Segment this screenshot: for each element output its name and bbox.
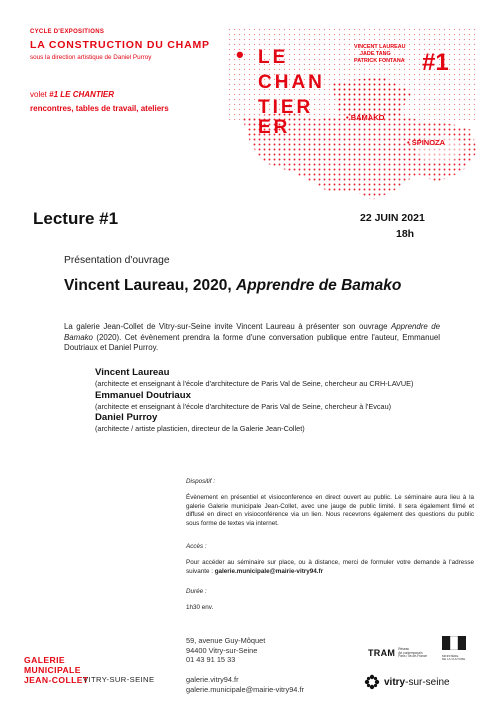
ministry-caption-line: DE LA CULTURE	[442, 657, 466, 662]
acces-label: Accès :	[186, 543, 207, 550]
volet-prefix: volet	[30, 90, 47, 99]
book-author-year: Vincent Laureau, 2020,	[64, 277, 237, 294]
gallery-logo-line: MUNICIPALE	[24, 665, 81, 675]
intro-paragraph	[64, 322, 440, 354]
cycle-direction: sous la direction artistique de Daniel Purroy	[30, 54, 152, 61]
presentation-label: Présentation d'ouvrage	[64, 255, 170, 266]
ministry-caption-line: MINISTÈRE	[442, 654, 459, 658]
speaker-name: Emmanuel Doutriaux	[95, 390, 191, 401]
cycle-label: CYCLE D'EXPOSITIONS	[30, 29, 105, 35]
address-block	[186, 636, 265, 665]
tram-wordmark: TRAM	[368, 648, 396, 659]
poster-number: #1	[422, 49, 449, 76]
website-link[interactable]: galerie.vitry94.fr	[186, 675, 239, 684]
marianne-icon	[442, 636, 466, 650]
event-date: 22 JUIN 2021	[360, 212, 425, 224]
duree-text: 1h30 env.	[186, 604, 214, 612]
poster-title-line-1: LE	[258, 47, 289, 68]
tram-caption-line: Réseau	[398, 647, 410, 651]
tram-caption-line: Art contemporain	[398, 650, 423, 655]
poster-artwork	[222, 22, 484, 204]
acces-email-link[interactable]: galerie.municipale@mairie-vitry94.fr	[214, 567, 324, 575]
phone-number: 01 43 91 15 33	[186, 655, 236, 665]
vitry-wordmark	[384, 677, 450, 688]
email-link[interactable]: galerie.municipale@mairie-vitry94.fr	[186, 684, 304, 694]
poster-place-bamako: • BAMAKO	[346, 113, 385, 122]
address-line: 59, avenue Guy-Môquet	[186, 636, 266, 645]
volet-subtitle: rencontres, tables de travail, ateliers	[30, 104, 169, 113]
volet-name: #1 LE CHANTIER	[49, 90, 115, 99]
address-line: 94400 Vitry-sur-Seine	[186, 645, 258, 655]
speaker-role: (architecte / artiste plasticien, directeur de la Galerie Jean-Collet)	[95, 424, 305, 433]
poster-name-1: VINCENT LAUREAU	[354, 44, 406, 50]
dispositif-text: Évènement en présentiel et visioconference en direct ouvert au public. Le séminaire aura lieu à la galerie Galerie municipale Jean-Collet, avec une jauge de public limité. Il sera également filmé et diffusé en direct en visioconférence via un lien. Nous recevrons également des questions du public sous forme de textes via internet.	[186, 494, 474, 527]
tram-logo	[368, 648, 427, 659]
tram-caption-line: Paris / Île-de-France	[398, 654, 428, 659]
dispositif-label: Dispositif :	[186, 478, 216, 485]
speaker-entry	[95, 390, 391, 412]
poster-title-line-3: TIER	[258, 97, 314, 118]
speaker-role: (architecte et enseignant à l'école d'architecture de Paris Val de Seine, chercheur au CRH-LAVUE)	[95, 379, 414, 388]
duree-label: Durée :	[186, 588, 207, 595]
poster-title-line-2: CHAN	[258, 72, 325, 93]
duree-section	[186, 588, 474, 613]
cycle-title: LA CONSTRUCTION DU CHAMP	[30, 39, 210, 51]
acces-section	[186, 543, 474, 576]
acces-text	[186, 559, 474, 576]
vitry-logo	[364, 674, 450, 690]
lecture-title: Lecture #1	[33, 209, 119, 228]
poster-title-line-4: ER	[258, 117, 291, 138]
book-title: Apprendre de Bamako	[236, 277, 402, 294]
acces-text-body: Pour accéder au séminaire sur place, ou à distance, merci de formuler votre demande à l'adresse suivante :	[186, 559, 474, 575]
volet-line	[30, 90, 114, 99]
ministry-caption	[442, 655, 472, 662]
gallery-logo	[24, 655, 89, 685]
tram-caption	[398, 648, 427, 659]
intro-part-2: (2020). Cet évènement prendra la forme d'une conversation publique entre l'auteur, Emmanuel Doutriaux et Daniel Purroy.	[64, 332, 440, 353]
city-caption: VITRY-SUR-SEINE	[83, 675, 155, 684]
event-time: 18h	[396, 228, 415, 240]
dispositif-section	[186, 478, 474, 528]
speaker-name: Vincent Laureau	[95, 367, 170, 378]
intro-book-title: Apprendre de Bamako	[64, 322, 440, 342]
poster-place-spinoza: • SPINOZA	[407, 138, 446, 147]
speaker-entry	[95, 367, 413, 389]
speaker-role: (architecte et enseignant à l'école d'architecture de Paris Val de Seine, chercheur à l'Evcau)	[95, 402, 392, 411]
book-heading	[64, 277, 401, 295]
poster-bullet: •	[236, 42, 244, 67]
speaker-entry	[95, 412, 305, 434]
poster-name-2: JADE TANG	[360, 51, 391, 57]
web-block	[186, 675, 304, 694]
intro-part-1: La galerie Jean-Collet de Vitry-sur-Seine invite Vincent Laureau à présenter son ouvrage	[64, 322, 391, 331]
vitry-flower-icon	[364, 674, 380, 690]
ministry-logo	[442, 636, 472, 662]
gallery-logo-line: GALERIE	[24, 655, 65, 665]
vitry-wordmark-brand: vitry	[384, 676, 406, 688]
gallery-logo-line: JEAN-COLLET	[24, 675, 89, 685]
poster-name-3: PATRICK FONTANA	[354, 58, 405, 64]
speaker-name: Daniel Purroy	[95, 412, 158, 423]
vitry-wordmark-suffix: -sur-seine	[405, 676, 450, 688]
